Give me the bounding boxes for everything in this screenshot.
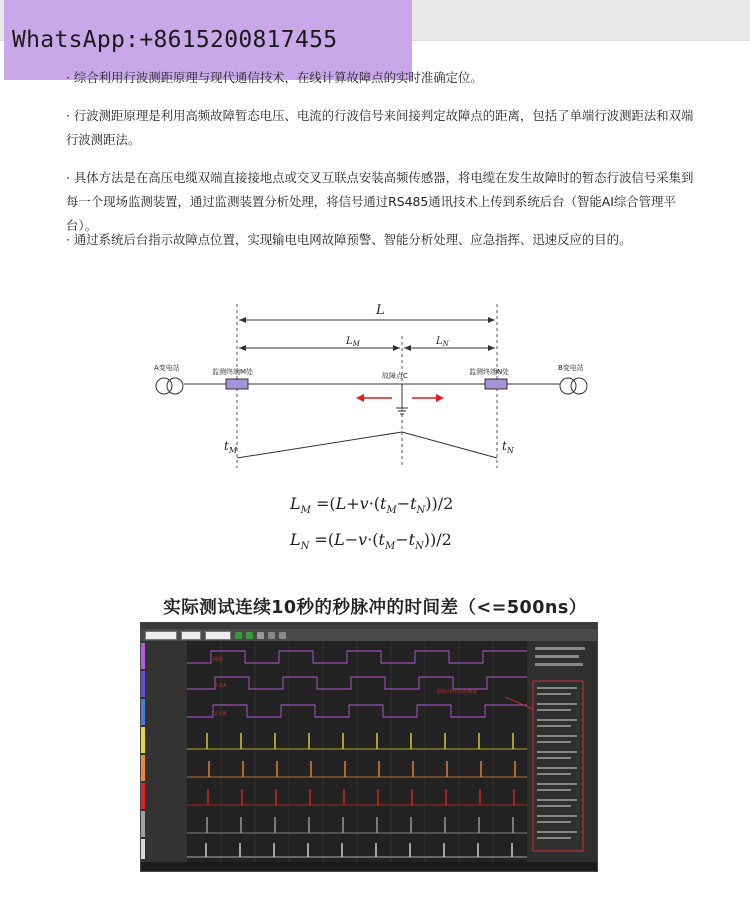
monitor-m-box [226, 379, 248, 389]
svg-text:网络: 网络 [213, 657, 224, 663]
fault-label: 故障点C [382, 372, 408, 380]
svg-text:节点B: 节点B [213, 711, 227, 717]
scope-toolbar [141, 629, 597, 641]
wave-path-m [237, 432, 402, 458]
LM-label: $L_M$ [346, 336, 360, 348]
zoom-in-icon[interactable] [268, 632, 275, 639]
LN-label: $L_N$ [436, 336, 449, 348]
paragraph-2: · 行波测距原理是利用高频故障暂态电压、电流的行波信号来间接判定故障点的距离，包括了单端行波测距法和双端行波测距法。 [66, 108, 694, 147]
scope-annotation: 秒脉冲时间差测量 [437, 689, 478, 695]
wave-path-n [402, 432, 497, 458]
watermark-text: WhatsApp:+8615200817455 [12, 27, 338, 53]
station-a-label: A变电站 [154, 364, 180, 372]
paragraph-1: · 综合利用行波测距原理与现代通信技术，在线计算故障点的实时准确定位。 [66, 70, 483, 85]
test-caption: 实际测试连续10秒的秒脉冲的时间差（<=500ns） [163, 598, 587, 618]
single-button[interactable] [246, 632, 253, 639]
paragraph-3: · 具体方法是在高压电缆双端直接接地点或交叉互联点安装高频传感器，将电缆在发生故障时的暂态行波信号采集到每一个现场监测装置，通过监测装置分析处理，将信号通过RS485通讯技术上传到系统后台（智能AI综合管理平台）。 [66, 170, 694, 233]
zoom-out-icon[interactable] [279, 632, 286, 639]
fault-location-diagram [140, 296, 610, 476]
station-b-label: B变电站 [558, 364, 584, 372]
stop-button[interactable] [257, 632, 264, 639]
monitor-n-box [485, 379, 507, 389]
logic-analyzer-screenshot [140, 622, 598, 872]
waveform-area [141, 641, 597, 862]
windows-taskbar [141, 862, 597, 871]
L-label: L [376, 303, 385, 318]
paragraph-4: · 通过系统后台指示故障点位置，实现输电电网故障预警、智能分析处理、应急指挥、迅速反应的目的。 [66, 232, 632, 247]
formula-ln: $L_N =(L-v\cdot(t_M-t_N))/2$ [290, 530, 452, 553]
svg-text:节点A: 节点A [213, 683, 227, 689]
monitor-n-label: 监测终端N处 [469, 368, 510, 376]
formula-lm: $L_M =(L+v\cdot(t_M-t_N))/2$ [290, 494, 454, 517]
run-button[interactable] [235, 632, 242, 639]
tM-label: $t_M$ [224, 439, 238, 455]
tN-label: $t_N$ [502, 439, 514, 455]
monitor-m-label: 监测终端M处 [212, 368, 254, 376]
